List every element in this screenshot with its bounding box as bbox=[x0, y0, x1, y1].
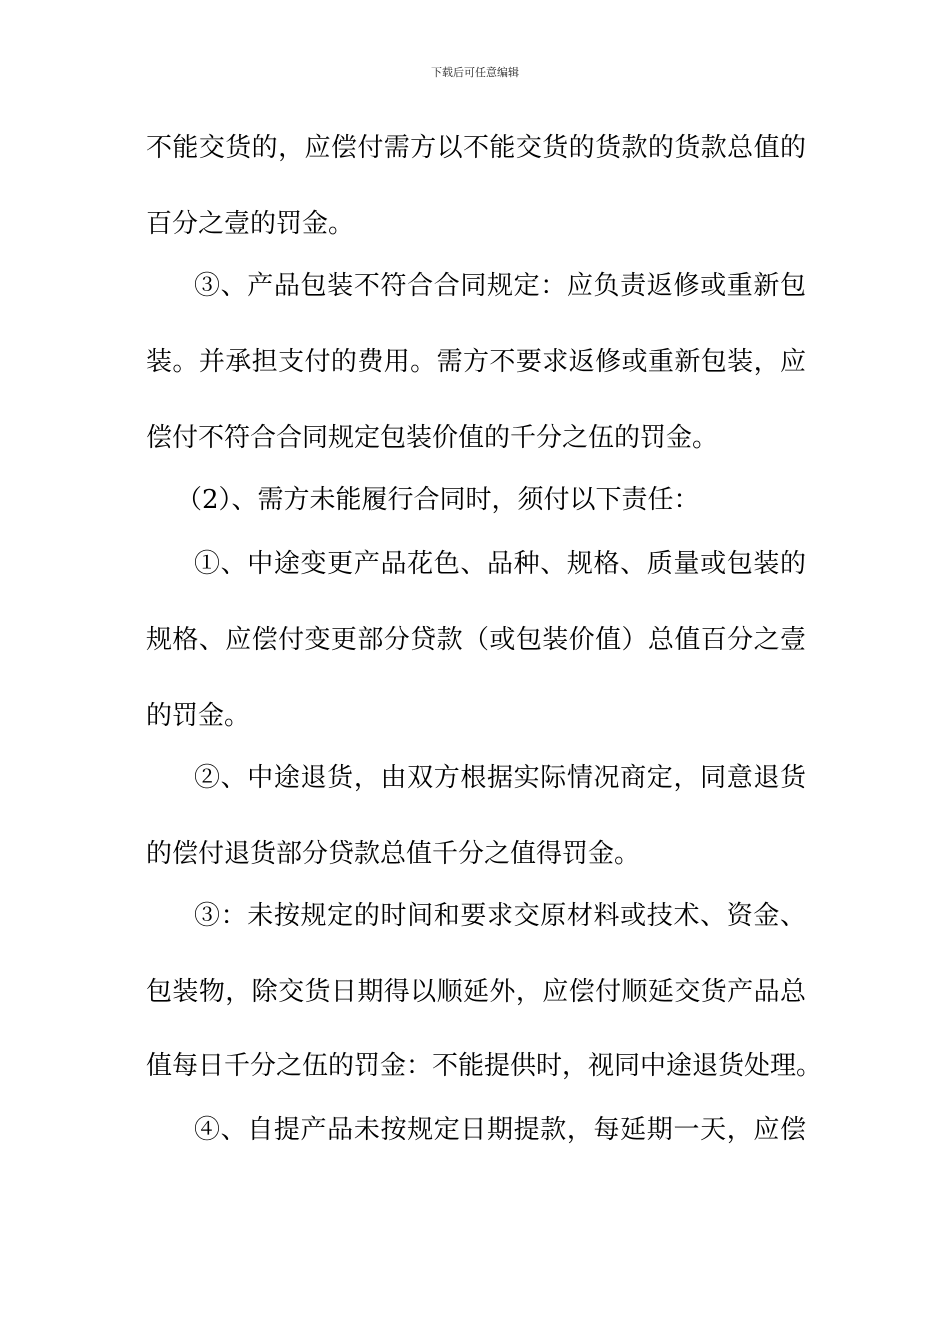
body-line: 的偿付退货部分贷款总值千分之值得罚金。 bbox=[146, 839, 641, 869]
body-line: 包装物，除交货日期得以顺延外，应偿付顺延交货产品总 bbox=[146, 977, 806, 1007]
body-line: ①、中途变更产品花色、品种、规格、质量或包装的 bbox=[194, 549, 806, 579]
body-line: ②、中途退货，由双方根据实际情况商定，同意退货 bbox=[194, 763, 806, 793]
body-line: ③、产品包装不符合合同规定：应负责返修或重新包 bbox=[194, 271, 806, 301]
body-line: ③：未按规定的时间和要求交原材料或技术、资金、 bbox=[194, 901, 806, 931]
body-line: 装。并承担支付的费用。需方不要求返修或重新包装，应 bbox=[146, 347, 806, 377]
body-line: （2）、需方未能履行合同时，须付以下责任： bbox=[176, 485, 700, 515]
page-header: 下载后可任意编辑 bbox=[431, 66, 519, 79]
body-line: 规格、应偿付变更部分贷款（或包装价值）总值百分之壹 bbox=[146, 625, 806, 655]
body-line: 百分之壹的罚金。 bbox=[146, 209, 355, 239]
body-line: 的罚金。 bbox=[146, 701, 251, 731]
body-line: 不能交货的，应偿付需方以不能交货的货款的货款总值的 bbox=[146, 133, 806, 163]
body-line: 偿付不符合合同规定包装价值的千分之伍的罚金。 bbox=[146, 423, 719, 453]
body-line: ④、自提产品未按规定日期提款，每延期一天，应偿 bbox=[194, 1115, 806, 1145]
body-line: 值每日千分之伍的罚金：不能提供时，视同中途退货处理。 bbox=[146, 1051, 823, 1081]
